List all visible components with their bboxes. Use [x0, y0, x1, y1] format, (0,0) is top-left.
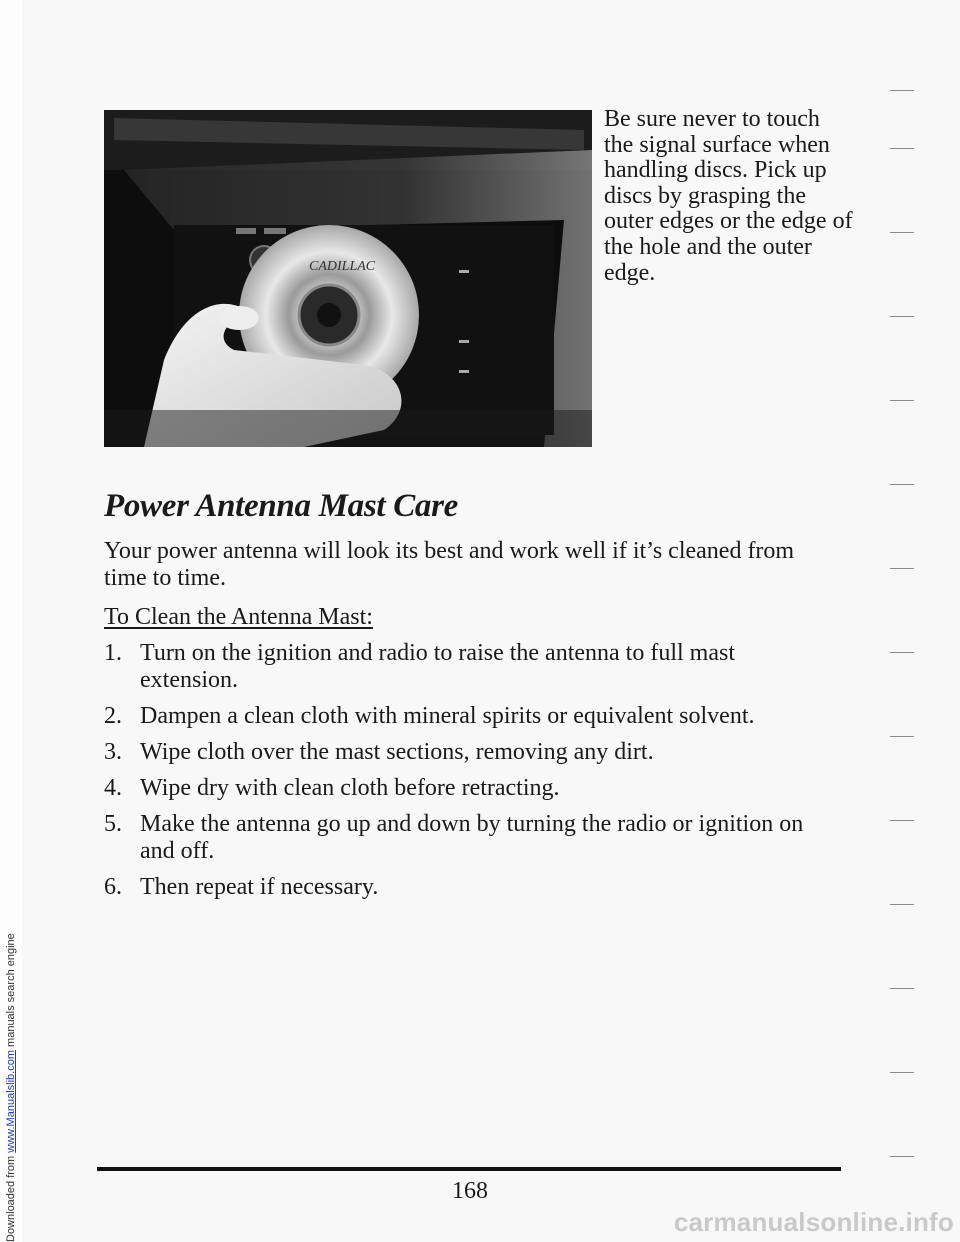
step-number: 1. [104, 640, 122, 666]
section-title: Power Antenna Mast Care [104, 488, 459, 524]
margin-mark [890, 736, 914, 737]
photo-caption: Be sure never to touch the signal surface when handling discs. Pick up discs by grasping the outer edges or the edge of the hole and the outer edge. [604, 106, 853, 286]
step-item [104, 739, 834, 766]
step-item [104, 640, 834, 694]
right-margin-marks [880, 90, 940, 1170]
margin-mark [890, 148, 914, 149]
download-note-suffix: manuals search engine [5, 933, 17, 1051]
margin-mark [890, 820, 914, 821]
page-number: 168 [452, 1178, 488, 1204]
cleaning-steps [104, 640, 834, 910]
step-item [104, 874, 834, 901]
margin-mark [890, 1156, 914, 1157]
step-item [104, 811, 834, 865]
watermark: carmanualsonline.info [673, 1207, 954, 1237]
margin-mark [890, 904, 914, 905]
step-number: 3. [104, 739, 122, 765]
margin-mark [890, 568, 914, 569]
step-number: 5. [104, 811, 122, 837]
manualslib-link[interactable]: www.Manualslib.com [5, 1050, 17, 1153]
step-number: 2. [104, 703, 122, 729]
step-text: Then repeat if necessary. [140, 874, 379, 900]
disc-label: CADILLAC [309, 259, 376, 274]
section-intro: Your power antenna will look its best and work well if it’s cleaned from time to time. [104, 538, 795, 591]
footer-rule [97, 1167, 841, 1171]
margin-mark [890, 484, 914, 485]
margin-mark [890, 232, 914, 233]
step-number: 6. [104, 874, 122, 900]
download-note [0, 0, 22, 1242]
cd-player-photo [104, 110, 592, 447]
margin-mark [890, 400, 914, 401]
download-note-prefix: Downloaded from [5, 1152, 17, 1242]
step-text: Make the antenna go up and down by turning the radio or ignition on and off. [140, 811, 804, 864]
step-text: Wipe dry with clean cloth before retracting. [140, 775, 560, 801]
step-text: Turn on the ignition and radio to raise the antenna to full mast extension. [140, 640, 736, 693]
step-number: 4. [104, 775, 122, 801]
margin-mark [890, 316, 914, 317]
step-item [104, 703, 834, 730]
step-text: Dampen a clean cloth with mineral spirits or equivalent solvent. [140, 703, 755, 729]
step-item [104, 775, 834, 802]
cd-player-illustration [104, 110, 592, 447]
step-text: Wipe cloth over the mast sections, removing any dirt. [140, 739, 654, 765]
margin-mark [890, 988, 914, 989]
margin-mark [890, 1072, 914, 1073]
procedure-subheading: To Clean the Antenna Mast: [104, 604, 373, 630]
margin-mark [890, 90, 914, 91]
margin-mark [890, 652, 914, 653]
